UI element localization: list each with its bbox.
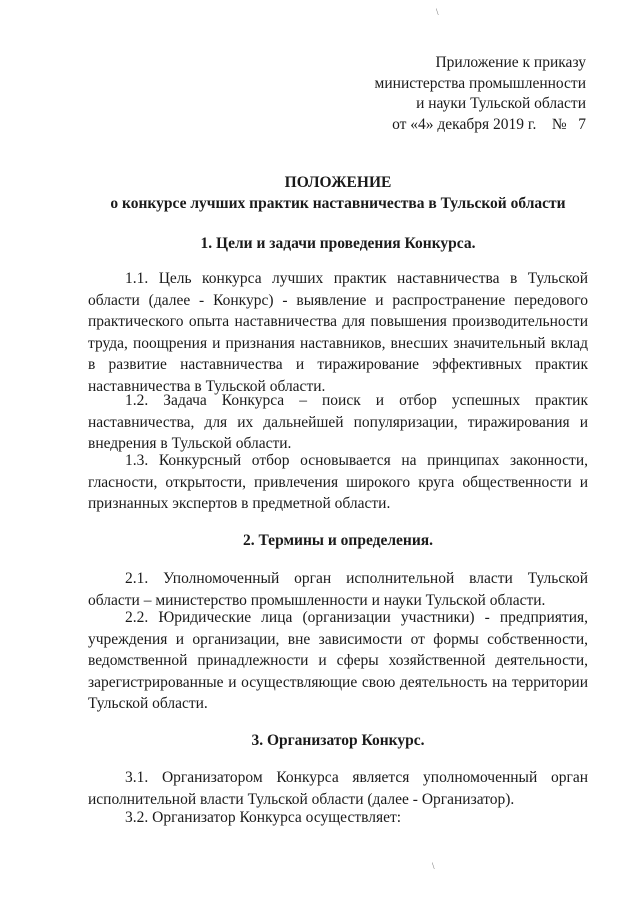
order-date: от «4» декабря 2019 г. [392, 115, 537, 133]
scan-speck: \ [436, 7, 439, 17]
document-subtitle: о конкурсе лучших практик наставничества в Тульской области [110, 195, 566, 212]
paragraph-3-1: 3.1. Организатором Конкурса является уполномоченный орган исполнительной власти Тульской области (далее - Организатор). [88, 769, 588, 808]
header-line-2: министерства промышленности [374, 74, 586, 92]
section-heading: 3. Организатор Конкурс. [251, 732, 425, 749]
order-date-line [375, 115, 586, 136]
scan-speck: \ [432, 861, 435, 871]
section-heading: 2. Термины и определения. [242, 532, 434, 549]
order-number: 7 [578, 115, 586, 133]
header-line-1: Приложение к приказу [435, 54, 586, 71]
paragraph-1-1: 1.1. Цель конкурса лучших практик наставничества в Тульской области (далее - Конкурс) - выявление и распространение передового практического опыта наставничества для повышения производительности труда, поощрения и признания наставников, внесших значительный вклад в развитие наставничества и тиражирование эффективных практик наставничества в Тульской области. [88, 270, 588, 395]
order-reference-block [375, 53, 586, 135]
order-number-label: № [551, 115, 567, 133]
header-line-3: и науки Тульской области [416, 95, 586, 112]
section-heading: 1. Цели и задачи проведения Конкурса. [200, 235, 476, 252]
paragraph-2-2: 2.2. Юридические лица (организации участники) - предприятия, учреждения и организации, вне зависимости от формы собственности, ведомственной принадлежности и сферы хозяйственной деятельности, зарегистрированные и осуществляющие свою деятельность на территории Тульской области. [88, 609, 588, 712]
paragraph-2-1: 2.1. Уполномоченный орган исполнительной власти Тульской области – министерство промышленности и науки Тульской области. [88, 570, 588, 609]
paragraph-1-3: 1.3. Конкурсный отбор основывается на принципах законности, гласности, открытости, привлечения широкого круга общественности и признанных экспертов в предметной области. [88, 452, 588, 512]
paragraph-3-2: 3.2. Организатор Конкурса осуществляет: [125, 809, 402, 826]
paragraph-1-2: 1.2. Задача Конкурса – поиск и отбор успешных практик наставничества, для их дальнейшей популяризации, тиражирования и внедрения в Тульской области. [88, 392, 588, 452]
document-title: ПОЛОЖЕНИЕ [284, 174, 392, 191]
